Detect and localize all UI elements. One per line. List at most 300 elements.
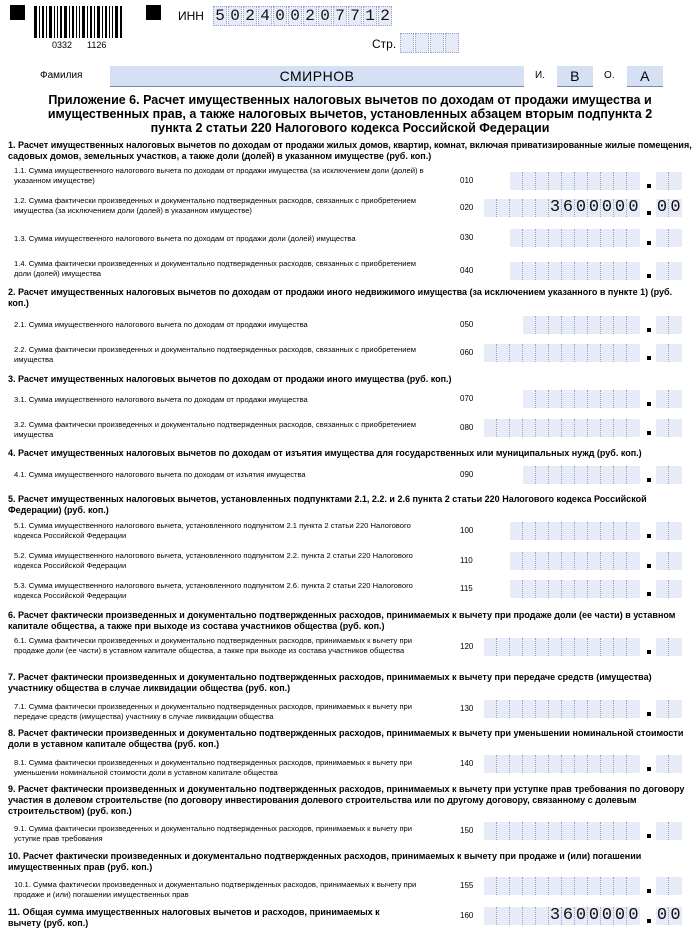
digit-cell	[510, 262, 523, 280]
digit-cell	[588, 755, 601, 773]
row-070-rubles-field[interactable]	[523, 390, 640, 408]
digit-cell	[656, 390, 669, 408]
digit-cell	[669, 638, 682, 656]
barcode-number-right: 1126	[87, 40, 107, 50]
digit-cell: 0	[670, 906, 681, 925]
digit-cell: 0	[614, 198, 626, 217]
digit-cell	[523, 316, 536, 334]
digit-cell	[588, 172, 601, 190]
digit-cell	[614, 344, 627, 362]
digit-cell	[536, 229, 549, 247]
digit-cell	[588, 700, 601, 718]
digit-cell	[510, 755, 523, 773]
digit-cell	[601, 466, 614, 484]
digit-cell	[510, 419, 523, 437]
digit-cell	[614, 822, 627, 840]
digit-cell	[536, 466, 549, 484]
digit-cell	[614, 638, 627, 656]
digit-cell	[614, 466, 627, 484]
digit-cell	[588, 344, 601, 362]
digit-cell	[575, 552, 588, 570]
digit-cell	[536, 638, 549, 656]
digit-cell	[627, 822, 640, 840]
row-060-kopecks-field[interactable]	[656, 344, 682, 362]
row-150-kopecks-field[interactable]	[656, 822, 682, 840]
digit-cell	[669, 390, 682, 408]
digit-cell	[536, 522, 549, 540]
digit-cell: 0	[628, 906, 639, 925]
digit-cell	[562, 344, 575, 362]
digit-cell	[497, 700, 510, 718]
digit-cell	[627, 552, 640, 570]
decimal-point	[647, 767, 651, 771]
surname-label: Фамилия	[40, 70, 83, 81]
digit-cell	[497, 877, 510, 895]
row-020-rubles-field[interactable]	[484, 199, 640, 217]
digit-cell	[510, 822, 523, 840]
digit-cell	[575, 316, 588, 334]
digit-cell	[627, 638, 640, 656]
digit-cell	[588, 638, 601, 656]
decimal-point	[647, 184, 651, 188]
decimal-point	[647, 919, 651, 923]
digit-cell	[627, 755, 640, 773]
digit-cell	[562, 466, 575, 484]
digit-cell	[614, 172, 627, 190]
digit-cell	[536, 580, 549, 598]
digit-cell: 0	[656, 198, 668, 217]
digit-cell	[549, 700, 562, 718]
row-070-label: 3.1. Сумма имущественного налогового вычета по доходам от продажи имущества	[14, 395, 308, 404]
row-080-kopecks-field[interactable]	[656, 419, 682, 437]
digit-cell	[575, 466, 588, 484]
row-030-kopecks-field[interactable]	[656, 229, 682, 247]
digit-cell	[562, 638, 575, 656]
digit-cell	[614, 522, 627, 540]
row-150-rubles-field[interactable]	[484, 822, 640, 840]
inn-digit-cell: 0	[228, 6, 242, 26]
digit-cell: 0	[628, 198, 639, 217]
page-label: Стр.	[372, 37, 397, 51]
digit-cell	[656, 316, 669, 334]
digit-cell	[669, 344, 682, 362]
digit-cell	[614, 316, 627, 334]
digit-cell	[562, 755, 575, 773]
row-020-kopecks-field[interactable]	[656, 199, 682, 217]
row-050-kopecks-field[interactable]	[656, 316, 682, 334]
digit-cell	[523, 638, 536, 656]
digit-cell	[549, 262, 562, 280]
decimal-point	[647, 241, 651, 245]
digit-cell	[549, 229, 562, 247]
row-110-rubles-field[interactable]	[510, 552, 640, 570]
digit-cell	[510, 580, 523, 598]
decimal-point	[647, 564, 651, 568]
digit-cell	[627, 229, 640, 247]
digit-cell	[656, 419, 669, 437]
digit-cell	[575, 390, 588, 408]
digit-cell	[588, 419, 601, 437]
row-160-rubles-field[interactable]	[484, 907, 640, 925]
barcode	[34, 6, 126, 38]
decimal-point	[647, 834, 651, 838]
row-130-rubles-field[interactable]	[484, 700, 640, 718]
digit-cell	[669, 755, 682, 773]
digit-cell	[601, 877, 614, 895]
digit-cell	[510, 522, 523, 540]
page-title: Приложение 6. Расчет имущественных налоговых вычетов по доходам от продажи имущества и имущественных прав, а также налоговых вычетов, установленных абзацем вторым подпункта 2 пункта 2 статьи 220 Налогового кодекса Российской Федерации	[47, 93, 653, 135]
row-070-kopecks-field[interactable]	[656, 390, 682, 408]
row-100-kopecks-field[interactable]	[656, 522, 682, 540]
row-090-rubles-field[interactable]	[523, 466, 640, 484]
digit-cell	[627, 172, 640, 190]
digit-cell	[627, 419, 640, 437]
digit-cell	[523, 822, 536, 840]
digit-cell	[549, 522, 562, 540]
digit-cell	[536, 172, 549, 190]
digit-cell	[614, 262, 627, 280]
digit-cell	[497, 199, 510, 217]
digit-cell	[669, 466, 682, 484]
digit-cell: 0	[601, 198, 613, 217]
row-010-code: 010	[460, 176, 474, 185]
row-140-code: 140	[460, 759, 474, 768]
digit-cell	[669, 262, 682, 280]
row-030-rubles-field[interactable]	[510, 229, 640, 247]
initial-i-label: И.	[535, 70, 545, 81]
decimal-point	[647, 328, 651, 332]
row-140-label: 8.1. Сумма фактически произведенных и документально подтвержденных расходов, принимаемых к вычету при уменьшении номинальной стоимости доли в уставном капитале общества	[14, 758, 413, 777]
digit-cell	[562, 552, 575, 570]
digit-cell	[497, 638, 510, 656]
digit-cell	[510, 229, 523, 247]
digit-cell: 0	[601, 906, 613, 925]
digit-cell	[669, 172, 682, 190]
inn-field[interactable]	[213, 6, 393, 26]
row-155-label: 10.1. Сумма фактически произведенных и документально подтвержденных расходов, принимаемых к вычету при продаже и (или) погашении имущественных прав	[14, 880, 417, 899]
digit-cell	[536, 907, 549, 925]
decimal-point	[647, 712, 651, 716]
row-100-code: 100	[460, 526, 474, 535]
digit-cell	[627, 344, 640, 362]
digit-cell	[588, 466, 601, 484]
digit-cell	[510, 552, 523, 570]
digit-cell	[656, 522, 669, 540]
digit-cell	[523, 580, 536, 598]
inn-digit-cell: 7	[333, 6, 347, 26]
digit-cell	[523, 390, 536, 408]
digit-cell	[536, 316, 549, 334]
row-155-rubles-field[interactable]	[484, 877, 640, 895]
inn-digit-cell: 5	[213, 6, 227, 26]
row-080-label: 3.2. Сумма фактически произведенных и документально подтвержденных расходов, связанных с приобретением имущества	[14, 420, 416, 439]
section-2-heading: 2. Расчет имущественных налоговых вычетов по доходам от продажи иного недвижимого имущества (за исключением указанного в пункте 1) (руб. коп.)	[8, 287, 673, 308]
digit-cell	[669, 822, 682, 840]
row-115-label: 5.3. Сумма имущественного налогового вычета, установленного подпунктом 2.6. пункта 2 статьи 220 Налогового кодекса Российской Федерации	[14, 581, 413, 600]
row-030-label: 1.3. Сумма имущественного налогового вычета по доходам от продажи доли (долей) имущества	[14, 234, 356, 243]
decimal-point	[647, 274, 651, 278]
digit-cell	[601, 755, 614, 773]
digit-cell	[656, 229, 669, 247]
digit-cell	[549, 172, 562, 190]
digit-cell	[562, 822, 575, 840]
digit-cell	[669, 316, 682, 334]
row-120-rubles-field[interactable]	[484, 638, 640, 656]
decimal-point	[647, 889, 651, 893]
digit-cell	[656, 172, 669, 190]
row-050-rubles-field[interactable]	[523, 316, 640, 334]
digit-cell	[627, 522, 640, 540]
digit-cell	[484, 638, 497, 656]
digit-cell: 0	[656, 906, 668, 925]
digit-cell	[523, 172, 536, 190]
initial-i-field[interactable]: В	[557, 66, 593, 87]
digit-cell: 0	[588, 906, 600, 925]
digit-cell	[588, 552, 601, 570]
digit-cell	[562, 172, 575, 190]
digit-cell	[484, 877, 497, 895]
decimal-point	[647, 402, 651, 406]
row-130-code: 130	[460, 704, 474, 713]
digit-cell	[562, 700, 575, 718]
digit-cell: 0	[575, 198, 587, 217]
digit-cell	[669, 419, 682, 437]
initial-o-field[interactable]: А	[627, 66, 663, 87]
digit-cell	[601, 822, 614, 840]
digit-cell	[575, 229, 588, 247]
digit-cell	[601, 262, 614, 280]
digit-cell	[523, 522, 536, 540]
section-11-heading: 11. Общая сумма имущественных налоговых вычетов и расходов, принимаемых к вычету (руб. коп.)	[8, 907, 380, 928]
digit-cell	[588, 580, 601, 598]
digit-cell	[656, 877, 669, 895]
digit-cell	[562, 229, 575, 247]
digit-cell	[627, 877, 640, 895]
digit-cell	[656, 580, 669, 598]
digit-cell	[656, 700, 669, 718]
decimal-point	[647, 431, 651, 435]
decimal-point	[647, 592, 651, 596]
section-1-heading: 1. Расчет имущественных налоговых вычетов по доходам от продажи жилых домов, квартир, комнат, включая приватизированные жилые помещения, садовых домов, земельных участков, а также доли (долей) в указанном имуществе (руб. коп.)	[8, 140, 692, 161]
section-8-heading: 8. Расчет фактически произведенных и документально подтвержденных расходов, принимаемых к вычету при уменьшении номинальной стоимости доли в уставном капитале общества (руб. коп.)	[8, 728, 684, 749]
inn-digit-cell: 4	[258, 6, 272, 26]
digit-cell: 0	[588, 198, 600, 217]
digit-cell	[614, 552, 627, 570]
digit-cell	[536, 822, 549, 840]
digit-cell	[669, 877, 682, 895]
row-130-label: 7.1. Сумма фактически произведенных и документально подтвержденных расходов, принимаемых к вычету при передаче средств (имущества) участнику в случае ликвидации общества	[14, 702, 413, 721]
digit-cell	[484, 199, 497, 217]
row-040-code: 040	[460, 266, 474, 275]
digit-cell	[656, 344, 669, 362]
row-060-rubles-field[interactable]	[484, 344, 640, 362]
digit-cell	[523, 419, 536, 437]
digit-cell	[575, 522, 588, 540]
row-020-label: 1.2. Сумма фактически произведенных и документально подтвержденных расходов, связанных с приобретением имущества (за исключением доли (долей) в указанном имуществе)	[14, 196, 416, 215]
row-140-kopecks-field[interactable]	[656, 755, 682, 773]
digit-cell	[575, 344, 588, 362]
digit-cell	[601, 390, 614, 408]
digit-cell	[510, 877, 523, 895]
initial-o-label: О.	[604, 70, 615, 81]
corner-marker-left	[10, 5, 25, 20]
digit-cell	[656, 262, 669, 280]
digit-cell	[562, 580, 575, 598]
digit-cell	[627, 262, 640, 280]
digit-cell	[588, 877, 601, 895]
row-130-kopecks-field[interactable]	[656, 700, 682, 718]
row-110-label: 5.2. Сумма имущественного налогового вычета, установленного подпунктом 2.2. пункта 2 статьи 220 Налогового кодекса Российской Федерации	[14, 551, 413, 570]
digit-cell	[523, 755, 536, 773]
digit-cell	[549, 466, 562, 484]
digit-cell	[510, 907, 523, 925]
digit-cell	[614, 229, 627, 247]
row-100-rubles-field[interactable]	[510, 522, 640, 540]
row-080-rubles-field[interactable]	[484, 419, 640, 437]
digit-cell	[601, 580, 614, 598]
digit-cell	[536, 700, 549, 718]
digit-cell	[510, 172, 523, 190]
digit-cell: 3	[549, 906, 561, 925]
digit-cell	[601, 638, 614, 656]
digit-cell	[656, 552, 669, 570]
digit-cell	[484, 755, 497, 773]
row-160-kopecks-field[interactable]	[656, 907, 682, 925]
page-number-field[interactable]	[400, 33, 460, 53]
digit-cell	[601, 172, 614, 190]
digit-cell	[497, 755, 510, 773]
digit-cell	[627, 390, 640, 408]
digit-cell: 0	[670, 198, 681, 217]
row-115-rubles-field[interactable]	[510, 580, 640, 598]
row-115-code: 115	[460, 584, 473, 593]
section-4-heading: 4. Расчет имущественных налоговых вычетов по доходам от изъятия имущества для государственных или муниципальных нужд (руб. коп.)	[8, 448, 642, 458]
digit-cell	[669, 522, 682, 540]
surname-field[interactable]: СМИРНОВ	[110, 66, 524, 87]
digit-cell	[484, 907, 497, 925]
digit-cell	[588, 229, 601, 247]
digit-cell	[523, 344, 536, 362]
digit-cell	[549, 877, 562, 895]
digit-cell	[588, 822, 601, 840]
digit-cell	[523, 877, 536, 895]
row-155-code: 155	[460, 881, 474, 890]
digit-cell	[614, 390, 627, 408]
digit-cell	[575, 172, 588, 190]
digit-cell	[562, 390, 575, 408]
row-150-label: 9.1. Сумма фактически произведенных и документально подтвержденных расходов, принимаемых к вычету при уступке прав требования	[14, 824, 413, 843]
digit-cell	[523, 199, 536, 217]
section-3-heading: 3. Расчет имущественных налоговых вычетов по доходам от продажи иного имущества (руб. коп.)	[8, 374, 452, 384]
decimal-point	[647, 211, 651, 215]
digit-cell	[627, 316, 640, 334]
digit-cell	[549, 390, 562, 408]
inn-digit-cell: 2	[243, 6, 257, 26]
row-160-code: 160	[460, 911, 474, 920]
section-6-heading: 6. Расчет фактически произведенных и документально подтвержденных расходов, принимаемых к вычету при продаже доли (ее части) в уставном капитале общества, а также при выходе из состава участников общества (руб. коп.)	[8, 610, 676, 631]
section-5-heading: 5. Расчет имущественных налоговых вычетов, установленных подпунктами 2.1, 2.2. и 2.6 пункта 2 статьи 220 Налогового кодекса Российской Федерации) (руб. коп.)	[8, 494, 647, 515]
digit-cell	[510, 700, 523, 718]
digit-cell	[588, 522, 601, 540]
digit-cell	[562, 419, 575, 437]
digit-cell	[656, 638, 669, 656]
digit-cell	[523, 700, 536, 718]
digit-cell	[497, 907, 510, 925]
row-010-kopecks-field[interactable]	[656, 172, 682, 190]
row-155-kopecks-field[interactable]	[656, 877, 682, 895]
row-010-rubles-field[interactable]	[510, 172, 640, 190]
digit-cell	[562, 877, 575, 895]
digit-cell	[536, 755, 549, 773]
digit-cell	[549, 552, 562, 570]
digit-cell	[575, 262, 588, 280]
row-080-code: 080	[460, 423, 474, 432]
digit-cell	[575, 638, 588, 656]
inn-digit-cell: 0	[318, 6, 332, 26]
row-110-kopecks-field[interactable]	[656, 552, 682, 570]
digit-cell	[484, 344, 497, 362]
row-120-kopecks-field[interactable]	[656, 638, 682, 656]
inn-digit-cell: 0	[273, 6, 287, 26]
row-050-label: 2.1. Сумма имущественного налогового вычета по доходам от продажи имущества	[14, 320, 308, 329]
digit-cell	[484, 700, 497, 718]
digit-cell	[523, 229, 536, 247]
section-9-heading: 9. Расчет фактически произведенных и документально подтвержденных расходов, принимаемых к вычету при уступке прав требования по договору участия в долевом строительстве (по договору инвестирования долевого строительства или по другому договору, связанному с долевым строительством) (руб. коп.)	[8, 784, 685, 816]
digit-cell	[627, 466, 640, 484]
digit-cell	[575, 822, 588, 840]
row-100-label: 5.1. Сумма имущественного налогового вычета, установленного подпунктом 2.1 пункта 2 статьи 220 Налогового кодекса Российской Федерации	[14, 521, 411, 540]
digit-cell	[523, 907, 536, 925]
inn-digit-cell: 7	[348, 6, 362, 26]
digit-cell	[523, 466, 536, 484]
digit-cell: 0	[614, 906, 626, 925]
row-050-code: 050	[460, 320, 474, 329]
section-10-heading: 10. Расчет фактически произведенных и документально подтвержденных расходов, принимаемых к вычету при продаже и (или) погашении имущественных прав (руб. коп.)	[8, 851, 642, 872]
inn-digit-cell: 2	[378, 6, 392, 26]
row-040-kopecks-field[interactable]	[656, 262, 682, 280]
row-110-code: 110	[460, 556, 473, 565]
digit-cell	[536, 262, 549, 280]
row-090-label: 4.1. Сумма имущественного налогового вычета по доходам от изъятия имущества	[14, 470, 306, 479]
row-040-label: 1.4. Сумма фактически произведенных и документально подтвержденных расходов, связанных с приобретением доли (долей) имущества	[14, 259, 416, 278]
digit-cell	[523, 262, 536, 280]
digit-cell	[601, 229, 614, 247]
digit-cell	[669, 229, 682, 247]
digit-cell	[627, 700, 640, 718]
row-060-code: 060	[460, 348, 474, 357]
digit-cell	[562, 316, 575, 334]
row-115-kopecks-field[interactable]	[656, 580, 682, 598]
digit-cell	[656, 755, 669, 773]
digit-cell	[549, 344, 562, 362]
digit-cell: 6	[562, 198, 574, 217]
decimal-point	[647, 478, 651, 482]
digit-cell	[669, 580, 682, 598]
digit-cell	[497, 419, 510, 437]
digit-cell	[669, 552, 682, 570]
row-140-rubles-field[interactable]	[484, 755, 640, 773]
row-070-code: 070	[460, 394, 474, 403]
digit-cell	[536, 419, 549, 437]
digit-cell	[588, 390, 601, 408]
digit-cell	[549, 638, 562, 656]
digit-cell	[575, 755, 588, 773]
row-090-kopecks-field[interactable]	[656, 466, 682, 484]
row-120-code: 120	[460, 642, 474, 651]
corner-marker-right	[146, 5, 161, 20]
row-040-rubles-field[interactable]	[510, 262, 640, 280]
digit-cell	[575, 419, 588, 437]
